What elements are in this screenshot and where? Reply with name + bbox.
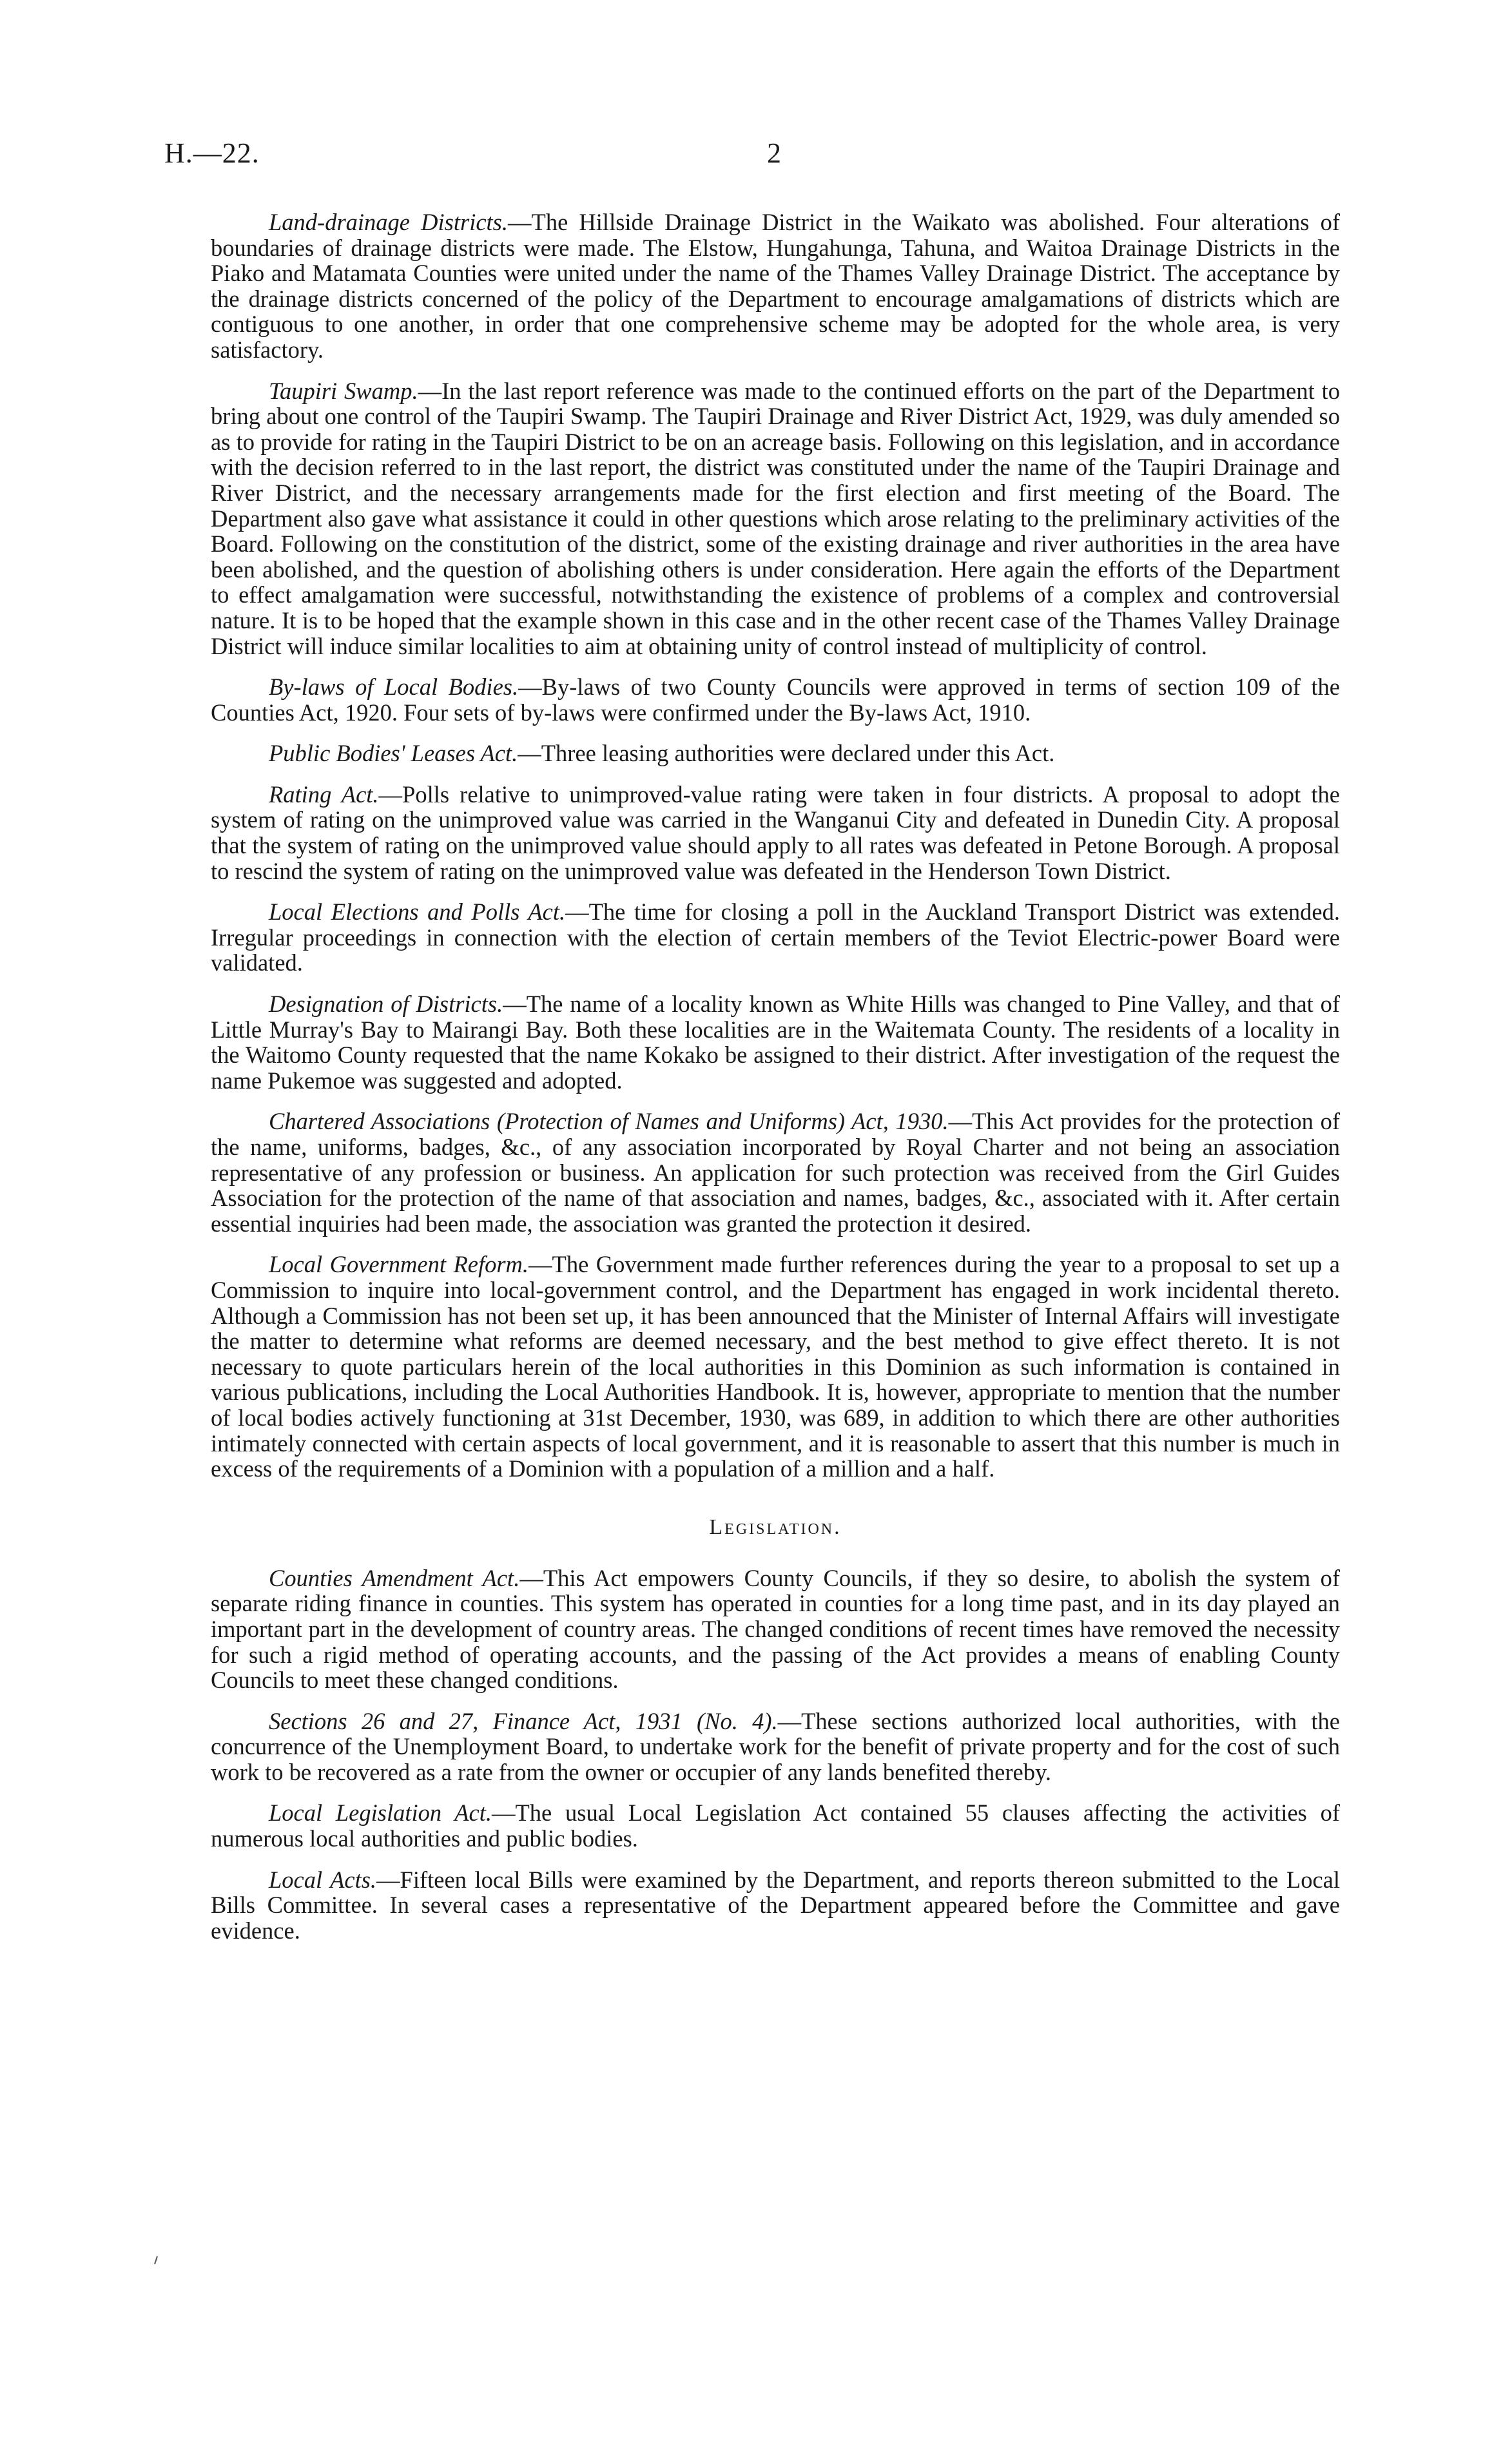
paragraph-text: —In the last report reference was made to the continued efforts on the part of the Department to bring about one control of the Taupiri Swamp. The Taupiri Drainage and River District Act, 1929, was duly amended so as to provide for rating in the Taupiri District to be on an acreage basis. Following on this legislation, and in accordance with the decision referred to in the last report, the district was constituted under the name of the Taupiri Drainage and River District, and the necessary arrangements made for the first election and first meeting of the Board. The Department also gave what assistance it could in other questions which arose relating to the preliminary activities of the Board. Following on the constitution of the district, some of the existing drainage and river authorities in the area have been abolished, and the question of abolishing others is under consideration. Here again the efforts of the Department to effect amalgamation were successful, notwithstanding the existence of problems of a complex and controversial nature. It is to be hoped that the example shown in this case and in the other recent case of the Thames Valley Drainage District will induce similar localities to aim at obtaining unity of control instead of multiplicity of control. [211, 377, 1340, 659]
paragraph-local-legislation [211, 1800, 1340, 1851]
section-heading: Legislation. [709, 1515, 842, 1539]
page-header [164, 137, 1363, 175]
paragraph-text: —The Hillside Drainage District in the Waikato was abolished. Four alterations of boundaries of drainage districts were made. The Elstow, Hungahunga, Tahuna, and Waitoa Drainage Districts in the Piako and Matamata Counties were united under the name of the Thames Valley Drainage District. The acceptance by the drainage districts concerned of the policy of the Department to encourage amalgamations of districts which are contiguous to one another, in order that one comprehensive scheme may be adopted for the whole area, is very satisfactory. [211, 209, 1340, 363]
paragraph-by-laws [211, 674, 1340, 725]
paragraph-designation-of-districts [211, 991, 1340, 1093]
document-body [211, 209, 1340, 1959]
paragraph-text: —Three leasing authorities were declared under this Act. [518, 740, 1055, 767]
paragraph-lead: Local Government Reform. [269, 1251, 529, 1278]
paragraph-land-drainage [211, 209, 1340, 363]
paragraph-finance-act [211, 1709, 1340, 1785]
paragraph-lead: Local Acts. [269, 1866, 377, 1893]
paragraph-lead: Public Bodies' Leases Act. [269, 740, 518, 767]
paragraph-lead: Land-drainage Districts. [269, 209, 509, 235]
paragraph-text: —Polls relative to unimproved-value rating were taken in four districts. A proposal to adopt the system of rating on the unimproved value was carried in the Wanganui City and defeated in Dunedin City. A proposal that the system of rating on the unimproved value should apply to all rates was defeated in Petone Borough. A proposal to rescind the system of rating on the unimproved value was defeated in the Henderson Town District. [211, 780, 1340, 884]
scan-mark [153, 2256, 159, 2265]
paragraph-lead: Local Elections and Polls Act. [269, 898, 566, 925]
paragraph-text: —These sections authorized local authorities, with the concurrence of the Unemployment Board, to undertake work for the benefit of private property and for the cost of such work to be recovered as a rate from the owner or occupier of any lands benefited thereby. [211, 1707, 1340, 1785]
paragraph-lead: Sections 26 and 27, Finance Act, 1931 (No. 4). [269, 1707, 778, 1734]
paragraph-local-acts [211, 1867, 1340, 1944]
paragraph-text: —The time for closing a poll in the Auckland Transport District was extended. Irregular proceedings in connection with the election of certain members of the Teviot Electric-power Board were validated. [211, 898, 1340, 976]
paragraph-lead: Taupiri Swamp. [269, 377, 418, 404]
paragraph-counties-amendment [211, 1565, 1340, 1693]
paragraph-chartered-associations [211, 1109, 1340, 1236]
paragraph-rating-act [211, 782, 1340, 884]
paragraph-text: —This Act empowers County Councils, if they so desire, to abolish the system of separate riding finance in counties. This system has operated in counties for a long time past, and in its day played an important part in the development of country areas. The changed conditions of recent times have removed the necessity for such a rigid method of operating accounts, and the passing of the Act provides a means of enabling County Councils to meet these changed conditions. [211, 1564, 1341, 1694]
paragraph-local-elections [211, 899, 1340, 976]
document-reference: H.—22. [164, 137, 260, 169]
paragraph-lead: Counties Amendment Act. [269, 1564, 520, 1591]
paragraph-text: —By-laws of two County Councils were approved in terms of section 109 of the Counties Act, 1920. Four sets of by-laws were confirmed under the By-laws Act, 1910. [211, 673, 1340, 726]
paragraph-text: —This Act provides for the protection of the name, uniforms, badges, &c., of any association incorporated by Royal Charter and not being an association representative of any profession or business. An application for such protection was received from the Girl Guides Association for the protection of the name of that association and names, badges, &c., associated with it. After certain essential inquiries had been made, the association was granted the protection it desired. [211, 1108, 1341, 1237]
paragraph-text: —The usual Local Legislation Act contained 55 clauses affecting the activities of numerous local authorities and public bodies. [211, 1799, 1340, 1852]
paragraph-public-bodies-leases [211, 741, 1340, 766]
paragraph-text: —Fifteen local Bills were examined by the Department, and reports thereon submitted to the Local Bills Committee. In several cases a representative of the Department appeared before the Committee and gave evidence. [211, 1866, 1340, 1944]
paragraph-lead: By-laws of Local Bodies. [269, 673, 519, 701]
paragraph-text: —The Government made further references during the year to a proposal to set up a Commission to inquire into local-government control, and the Department has engaged in work incidental thereto. Although a Commission has not been set up, it has been announced that the Minister of Internal Affairs will investigate the matter to determine what reforms are deemed necessary, and the best method to give effect thereto. It is not necessary to quote particulars herein of the local authorities in this Dominion as such information is contained in various publications, including the Local Authorities Handbook. It is, however, appropriate to mention that the number of local bodies actively functioning at 31st December, 1930, was 689, in addition to which there are other authorities intimately connected with certain aspects of local government, and it is reasonable to assert that this number is much in excess of the requirements of a Dominion with a population of a million and a half. [211, 1251, 1340, 1482]
paragraph-taupiri-swamp [211, 378, 1340, 659]
paragraph-lead: Chartered Associations (Protection of Names and Uniforms) Act, 1930. [269, 1108, 949, 1135]
paragraph-lead: Designation of Districts. [269, 991, 503, 1018]
page-number: 2 [767, 137, 781, 169]
paragraph-text: —The name of a locality known as White Hills was changed to Pine Valley, and that of Little Murray's Bay to Mairangi Bay. Both these localities are in the Waitemata County. The residents of a locality in the Waitomo County requested that the name Kokako be assigned to their district. After investigation of the request the name Pukemoe was suggested and adopted. [211, 991, 1340, 1094]
paragraph-lead: Rating Act. [269, 780, 379, 808]
paragraph-local-government-reform [211, 1252, 1340, 1481]
paragraph-lead: Local Legislation Act. [269, 1799, 492, 1827]
